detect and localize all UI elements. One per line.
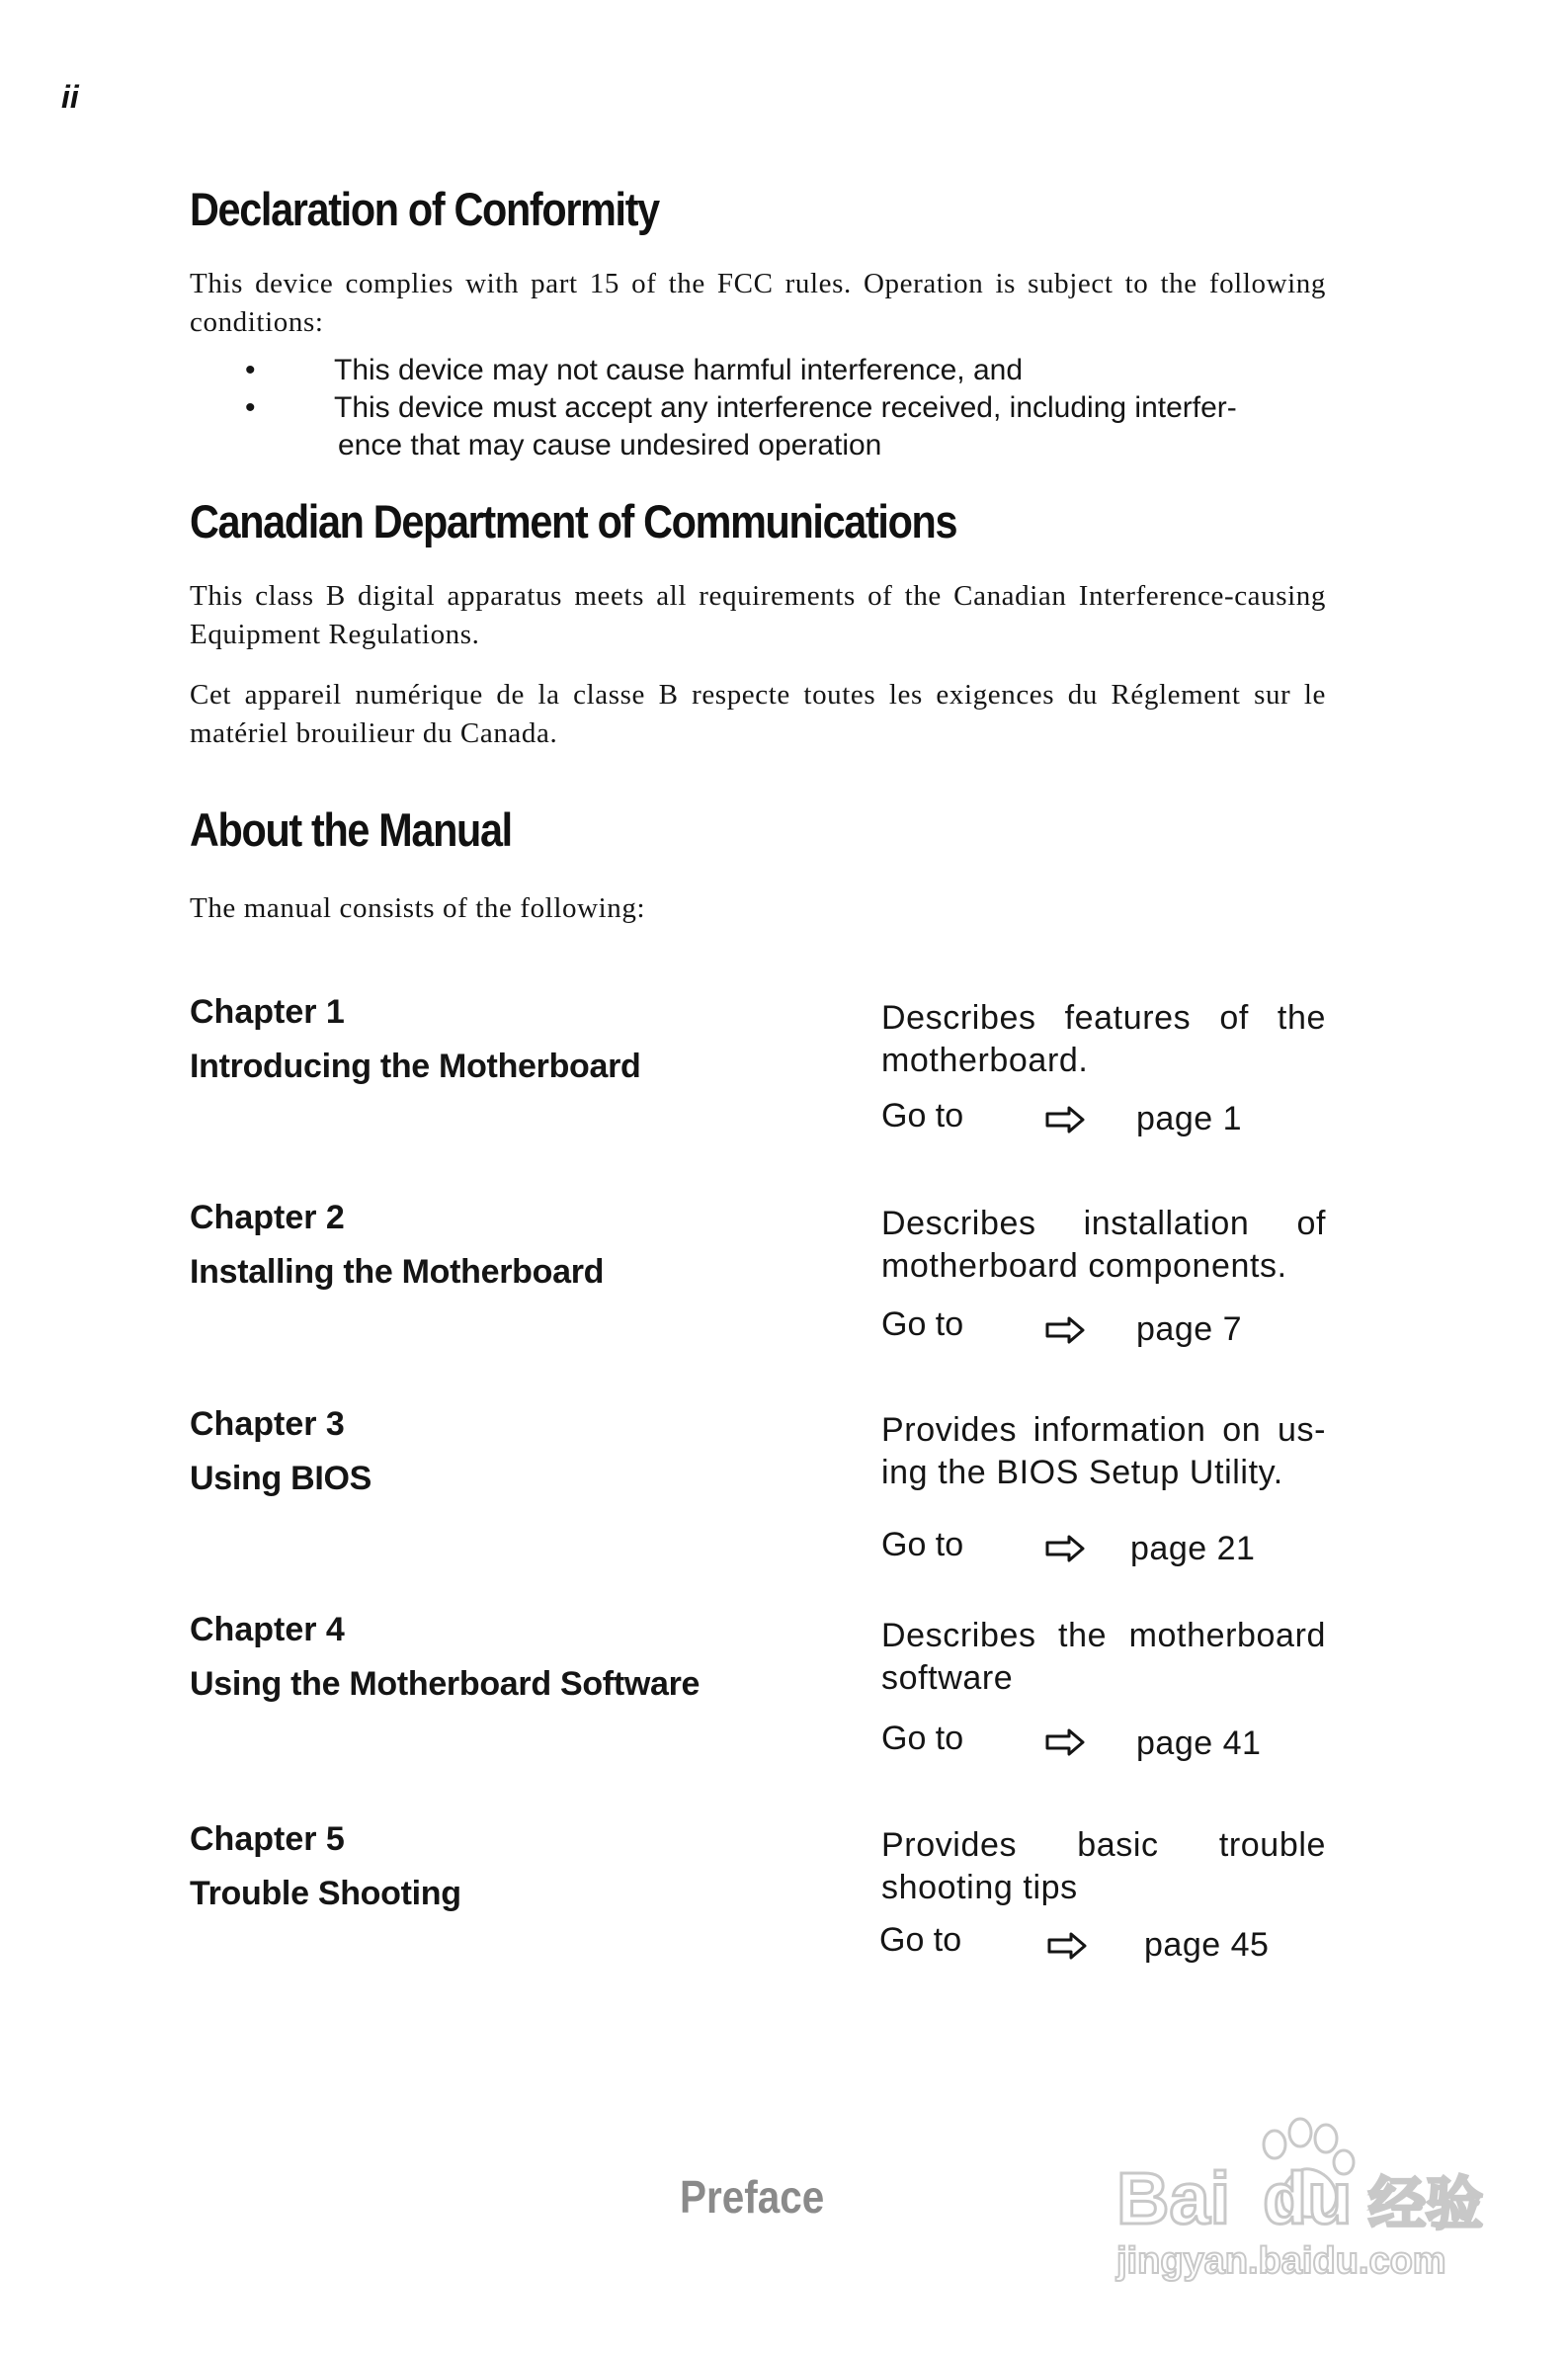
goto-label: Go to [881, 1526, 964, 1563]
chapter-description: Describes features of the motherboard. [881, 999, 1326, 1079]
goto-label: Go to [881, 1720, 964, 1757]
bullet-marker: • [245, 391, 256, 424]
chapter-entry-3 [190, 1405, 1326, 1603]
chapter-description: Describes the motherboard software [881, 1617, 1326, 1697]
goto-arrow-icon [1045, 1315, 1085, 1345]
section-heading-canadian: Canadian Department of Communications [190, 495, 957, 547]
chapter-entry-4 [190, 1611, 1326, 1808]
chapter-title: Installing the Motherboard [190, 1253, 605, 1291]
goto-label: Go to [881, 1305, 964, 1343]
canadian-para-french: Cet appareil numérique de la classe B respecte toutes les exigences du Réglement sur le matériel brouilieur du Canada. [190, 679, 1326, 749]
goto-arrow-icon [1045, 1727, 1085, 1757]
chapter-entry-5 [190, 1820, 1326, 2018]
chapter-title: Introducing the Motherboard [190, 1048, 641, 1085]
footer-section-label: Preface [680, 2171, 825, 2223]
chapter-title: Trouble Shooting [190, 1875, 461, 1912]
canadian-para-english: This class B digital apparatus meets all requirements of the Canadian Interference-causing Equipment Regulations. [190, 580, 1326, 650]
chapter-number: Chapter 5 [190, 1820, 345, 1858]
section-heading-manual: About the Manual [190, 803, 512, 856]
chapter-description: Describes installation of motherboard components. [881, 1205, 1326, 1285]
manual-intro: The manual consists of the following: [190, 892, 646, 924]
svg-text:jingyan.baidu.com: jingyan.baidu.com [1116, 2240, 1446, 2282]
svg-text:经验: 经验 [1368, 2172, 1484, 2236]
goto-arrow-icon [1047, 1931, 1087, 1961]
condition-text: This device may not cause harmful interference, and [334, 354, 1024, 386]
condition-item [245, 389, 1326, 464]
page-number: ii [61, 79, 79, 115]
chapter-page-link[interactable]: page 45 [1144, 1926, 1270, 1964]
goto-arrow-icon [1045, 1105, 1085, 1134]
chapter-number: Chapter 1 [190, 993, 345, 1031]
goto-label: Go to [881, 1097, 964, 1134]
chapter-title: Using BIOS [190, 1460, 372, 1497]
condition-text-continued: ence that may cause undesired operation [338, 429, 882, 462]
bullet-marker: • [245, 354, 256, 386]
condition-item [245, 352, 1326, 389]
chapter-description: Provides information on us-ing the BIOS Setup Utility. [881, 1411, 1326, 1491]
goto-label: Go to [879, 1921, 962, 1959]
conformity-intro: This device complies with part 15 of the FCC rules. Operation is subject to the following conditions: [190, 268, 1326, 338]
condition-text: This device must accept any interference received, including interfer- [334, 391, 1237, 424]
svg-text:Bai: Bai [1116, 2157, 1231, 2239]
chapter-number: Chapter 4 [190, 1611, 345, 1648]
baidu-jingyan-wordmark [1097, 2154, 1492, 2243]
chapter-description: Provides basic trouble shooting tips [881, 1826, 1326, 1906]
section-heading-conformity: Declaration of Conformity [190, 183, 659, 235]
chapter-page-link[interactable]: page 1 [1136, 1100, 1242, 1137]
chapter-number: Chapter 2 [190, 1199, 345, 1236]
chapter-entry-2 [190, 1199, 1326, 1396]
chapter-entry-1 [190, 993, 1326, 1191]
chapter-page-link[interactable]: page 21 [1130, 1530, 1256, 1567]
svg-text:du: du [1263, 2157, 1353, 2239]
baidu-watermark-logo [1097, 2115, 1492, 2293]
chapter-number: Chapter 3 [190, 1405, 345, 1443]
conformity-conditions-list [245, 352, 1326, 464]
chapter-title: Using the Motherboard Software [190, 1665, 701, 1703]
goto-arrow-icon [1045, 1534, 1085, 1563]
chapter-page-link[interactable]: page 7 [1136, 1310, 1242, 1348]
baidu-url-mark [1097, 2235, 1492, 2285]
chapter-page-link[interactable]: page 41 [1136, 1724, 1262, 1762]
